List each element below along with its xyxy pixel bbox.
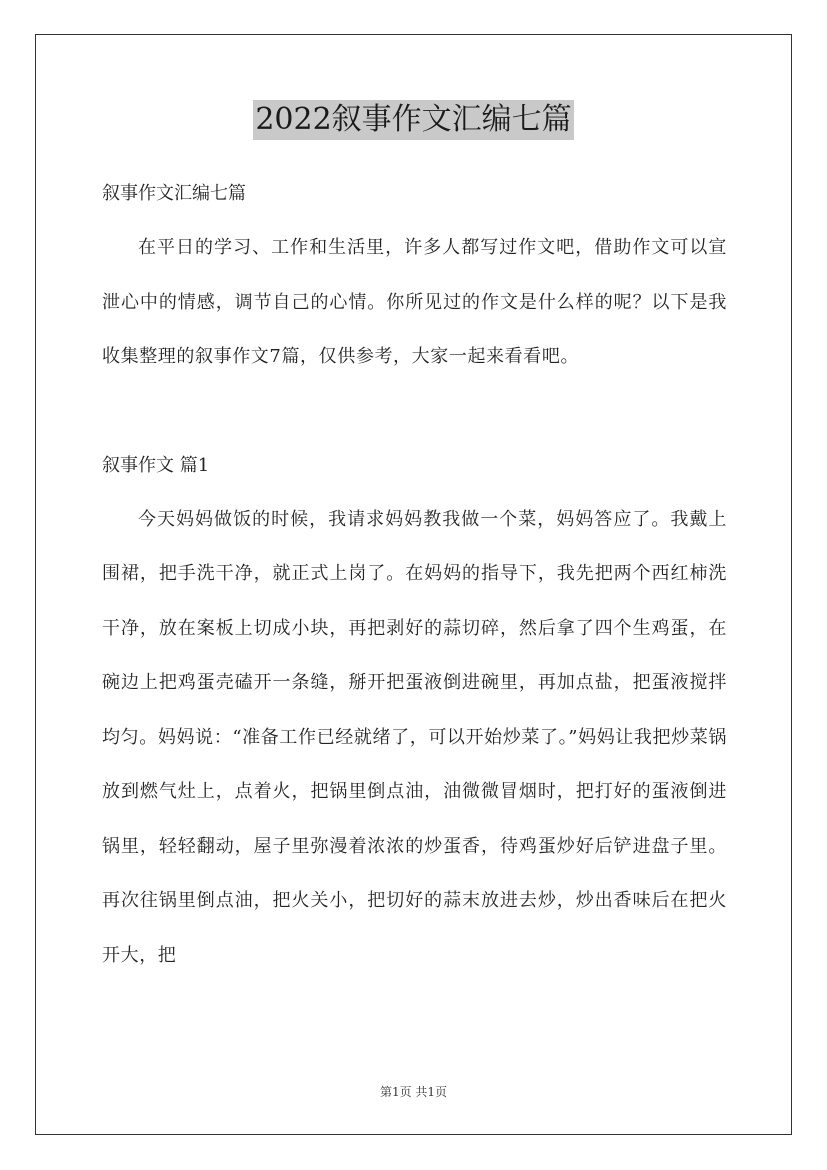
- page-footer: 第1页 共1页: [379, 1085, 448, 1099]
- section-paragraph: 今天妈妈做饭的时候，我请求妈妈教我做一个菜，妈妈答应了。我戴上围裙，把手洗干净，就正式上岗了。在妈妈的指导下，我先把两个西红柿洗干净，放在案板上切成小块，再把剥好的蒜切碎，然后拿了四个生鸡蛋，在碗边上把鸡蛋壳磕开一条缝，掰开把蛋液倒进碗里，再加点盐，把蛋液搅拌均匀。妈妈说：“准备工作已经就绪了，可以开始炒菜了。”妈妈让我把炒菜锅放到燃气灶上，点着火，把锅里倒点油，油微微冒烟时，把打好的蛋液倒进锅里，轻轻翻动，屋子里弥漫着浓浓的炒蛋香，待鸡蛋炒好后铲进盘子里。再次往锅里倒点油，把火关小，把切好的蒜末放进去炒，炒出香味后在把火开大，把: [102, 508, 727, 966]
- document-title: 2022叙事作文汇编七篇: [253, 100, 573, 140]
- document-subtitle: 叙事作文汇编七篇: [102, 183, 246, 204]
- document-body: [102, 167, 727, 983]
- intro-paragraph: 在平日的学习、工作和生活里，许多人都写过作文吧，借助作文可以宣泄心中的情感，调节自己的心情。你所见过的作文是什么样的呢？以下是我收集整理的叙事作文7篇，仅供参考，大家一起来看看吧。: [102, 237, 727, 367]
- title-container: [0, 100, 827, 140]
- section-heading: 叙事作文 篇1: [102, 454, 210, 476]
- section-spacer: [102, 385, 727, 439]
